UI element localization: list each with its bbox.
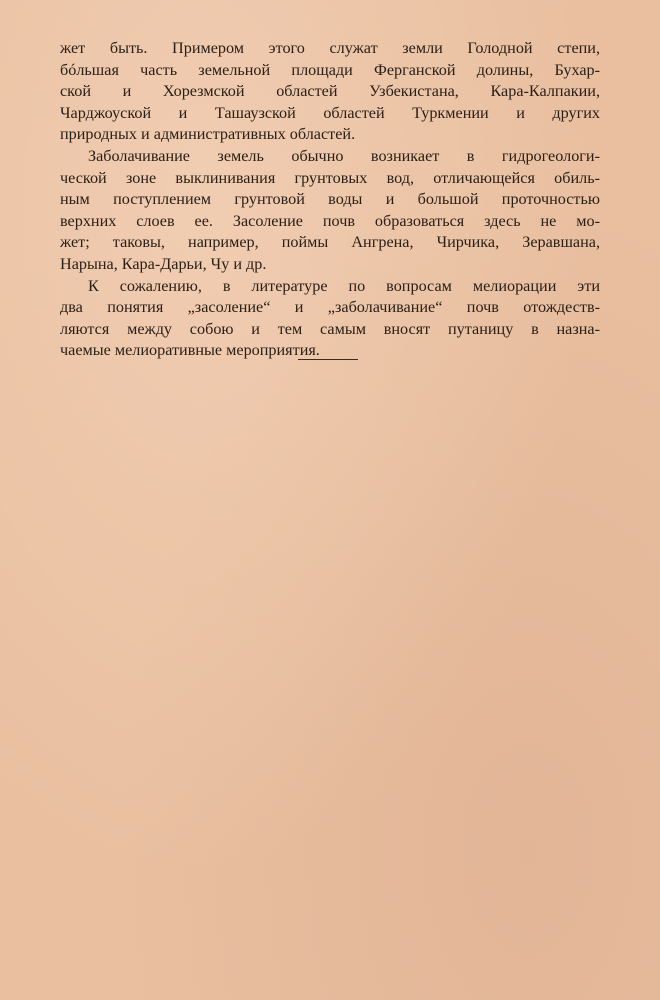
- text-line: Чарджоуской и Ташаузской областей Туркмении и других: [60, 103, 600, 122]
- text-line: ческой зоне выклинивания грунтовых вод, отличающейся обиль-: [60, 168, 600, 187]
- text-line: Заболачивание земель обычно возникает в гидрогеологи-: [88, 146, 600, 165]
- text-line: К сожалению, в литературе по вопросам мелиорации эти: [88, 276, 600, 295]
- text-line: бóльшая часть земельной площади Ферганской долины, Бухар-: [60, 60, 600, 79]
- paragraph-3: [60, 276, 600, 362]
- text-line: жет быть. Примером этого служат земли Голодной степи,: [60, 39, 600, 57]
- text-line: ным поступлением грунтовой воды и большой проточностью: [60, 190, 600, 209]
- text-line: жет; таковы, например, поймы Ангрена, Чирчика, Зеравшана,: [60, 233, 600, 252]
- paragraph-1: [60, 38, 600, 146]
- page-text: [60, 38, 600, 362]
- text-line: два понятия „засоление“ и „заболачивание“ почв отождеств-: [60, 298, 600, 317]
- text-line: верхних слоев ее. Засоление почв образоваться здесь не мо-: [60, 211, 600, 230]
- text-line: ляются между собою и тем самым вносят путаницу в назна-: [60, 319, 600, 338]
- section-divider: [298, 359, 358, 360]
- text-line: ской и Хорезмской областей Узбекистана, Кара-Калпакии,: [60, 82, 600, 101]
- paragraph-2: [60, 146, 600, 276]
- text-line: природных и административных областей.: [60, 125, 356, 144]
- text-line: чаемые мелиоративные мероприятия.: [60, 341, 320, 360]
- text-line: Нарына, Кара-Дарьи, Чу и др.: [60, 254, 267, 273]
